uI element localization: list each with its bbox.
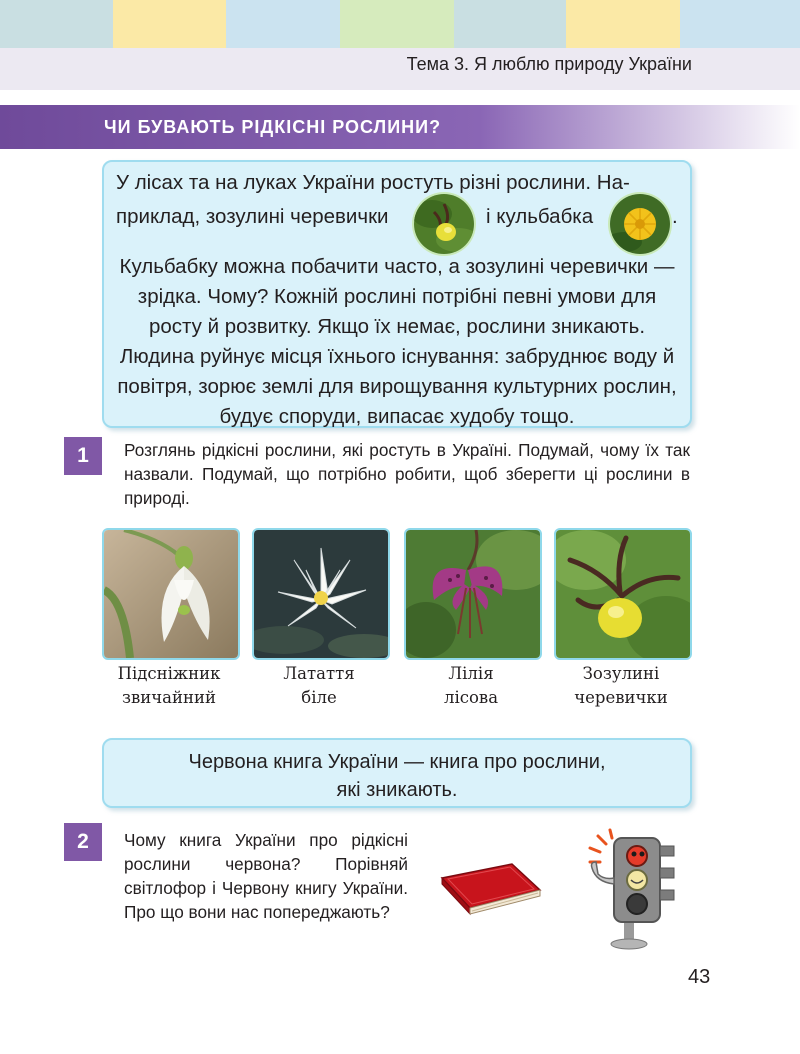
intro-paragraph: Кульбабку можна побачити часто, а зозулині черевички — зрідка. Чому? Кожній рослині потрібні певні умови для росту й розвитку. Якщо їх немає, рослини зникають. Людина руйнує місця їхнього існування: забруднює воду й повітря, зорює землі для вирощування культурних рослин, будує споруди, випасає худобу тощо. (117, 255, 677, 428)
red-book-definition (104, 748, 690, 804)
intro-line-2b-wrap (486, 202, 606, 232)
red-book-line-1: Червона книга України — книга про рослини, (188, 751, 606, 773)
caption-martagon-lily-line-2: лісова (443, 688, 499, 707)
caption-lady-slipper (546, 662, 696, 710)
caption-snowdrop-line-2: звичайний (121, 688, 217, 707)
traffic-light-icon (576, 824, 686, 954)
section-title: ЧИ БУВАЮТЬ РІДКІСНІ РОСЛИНИ? (104, 117, 442, 137)
martagon-lily-photo (404, 528, 542, 660)
task-2-text: Чому книга України про рідкісні рослини червона? Порівняй світлофор і Червону книгу України. Про що вони нас попереджають? (124, 830, 408, 922)
water-lily-photo (252, 528, 390, 660)
task-1-text: Розглянь рідкісні рослини, які ростуть в Україні. Подумай, чому їх так назвали. Подумай, що потрібно робити, щоб зберегти ці рослини в природі. (124, 440, 690, 508)
topic-title: Тема 3. Я люблю природу України (406, 54, 692, 74)
caption-water-lily-line-1: Латаття (283, 664, 355, 683)
caption-lady-slipper-line-1: Зозулині (582, 664, 660, 683)
header-stripe-6 (566, 0, 680, 48)
caption-snowdrop (94, 662, 244, 710)
task-2-badge: 2 (64, 823, 102, 861)
caption-water-lily-line-2: біле (301, 688, 337, 707)
intro-line-2a: приклад, зозулині черевички (116, 205, 389, 228)
header-stripe-4 (340, 0, 454, 48)
caption-snowdrop-line-1: Підсніжник (117, 664, 221, 683)
intro-line-2b: і кульбабка (486, 205, 594, 228)
intro-line-2c-wrap (672, 202, 682, 232)
header-stripe-5 (454, 0, 566, 48)
red-book-line-2: які зникають. (336, 779, 458, 801)
header-stripe-1 (0, 0, 113, 48)
red-book-icon (436, 856, 546, 916)
task-1-badge: 1 (64, 437, 102, 475)
lady-slipper-photo (554, 528, 692, 660)
caption-martagon-lily (396, 662, 546, 710)
header-stripe-2 (113, 0, 226, 48)
dandelion-icon (610, 194, 670, 254)
intro-line-2c: . (672, 205, 678, 228)
snowdrop-photo (102, 528, 240, 660)
header-stripe-7 (680, 0, 800, 48)
caption-martagon-lily-line-1: Лілія (448, 664, 494, 683)
lady-slipper-icon (414, 194, 474, 254)
page-number: 43 (688, 966, 711, 988)
header-stripe-3 (226, 0, 340, 48)
intro-line-1: У лісах та на луках України ростуть різні рослини. На- (116, 171, 630, 194)
caption-water-lily (244, 662, 394, 710)
caption-lady-slipper-line-2: черевички (574, 688, 668, 707)
